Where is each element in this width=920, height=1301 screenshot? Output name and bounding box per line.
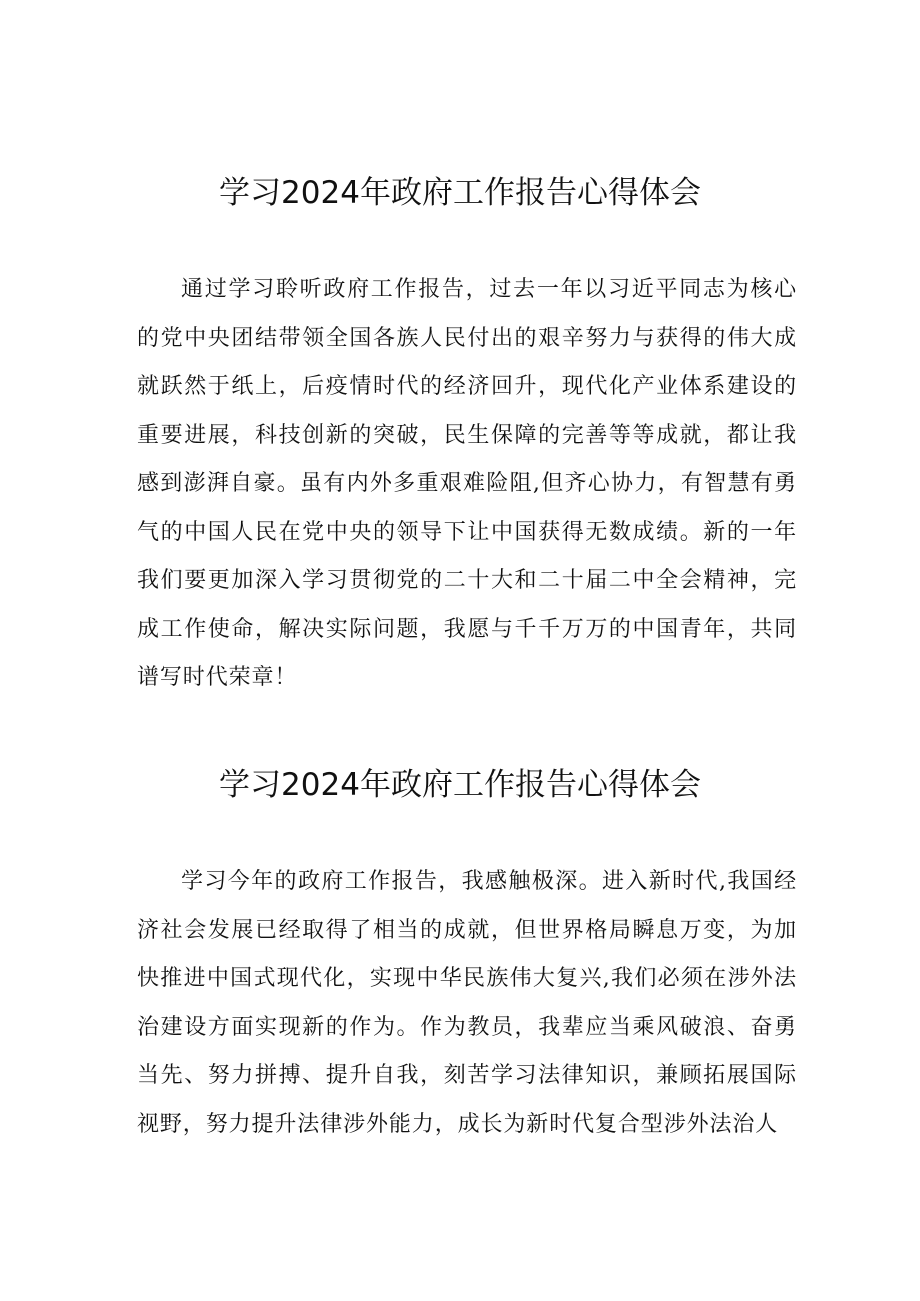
section-title: 学习2024年政府工作报告心得体会 xyxy=(219,175,701,211)
body-paragraph: 学习今年的政府工作报告，我感触极深。进入新时代,我国经济社会发展已经取得了相当的成就，但世界格局瞬息万变，为加快推进中国式现代化，实现中华民族伟大复兴,我们必须在涉外法治建设方面实现新的作为。作为教员，我辈应当乘风破浪、奋勇当先、努力拼搏、提升自我，刻苦学习法律知识，兼顾拓展国际视野，努力提升法律涉外能力，成长为新时代复合型涉外法治人 xyxy=(137,869,797,1137)
body-paragraph: 通过学习聆听政府工作报告，过去一年以习近平同志为核心的党中央团结带领全国各族人民付出的艰辛努力与获得的伟大成就跃然于纸上，后疫情时代的经济回升，现代化产业体系建设的重要进展，科技创新的突破，民生保障的完善等等成就，都让我感到澎湃自豪。虽有内外多重艰难险阻,但齐心协力，有智慧有勇气的中国人民在党中央的领导下让中国获得无数成绩。新的一年我们要更加深入学习贯彻党的二十大和二十届二中全会精神，完成工作使命，解决实际问题，我愿与千千万万的中国青年，共同谱写时代荣章！ xyxy=(137,277,797,690)
section-title: 学习2024年政府工作报告心得体会 xyxy=(219,767,701,803)
